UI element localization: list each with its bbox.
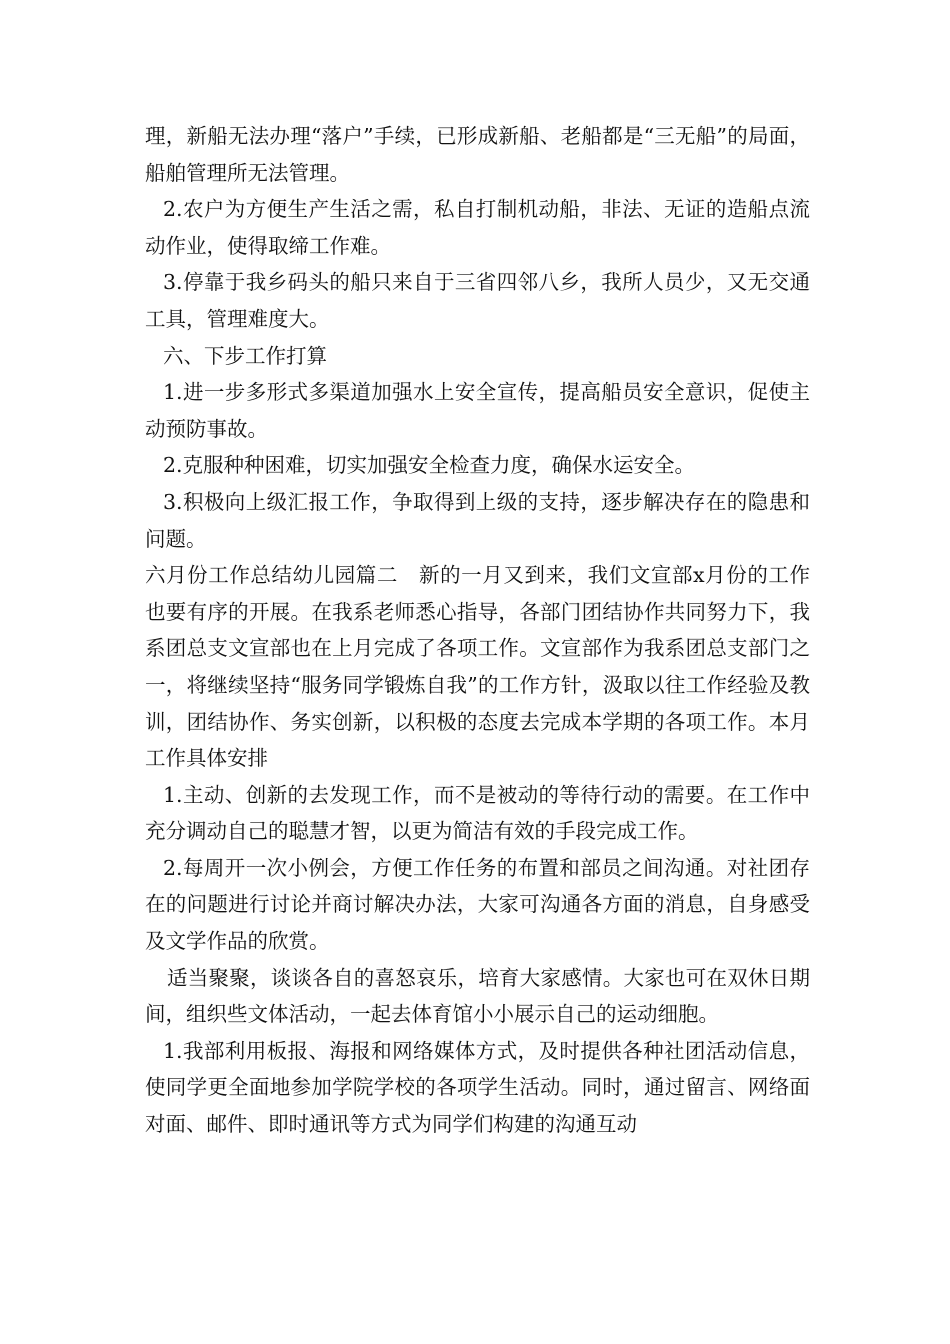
paragraph: 六月份工作总结幼儿园篇二 新的一月又到来，我们文宣部x月份的工作也要有序的开展。在我系老师悉心指导，各部门团结协作共同努力下，我系团总支文宣部也在上月完成了各项工作。文宣部作为我系团总支部门之一，将继续坚持“服务同学锻炼自我”的工作方针，汲取以往工作经验及教训，团结协作、务实创新，以积极的态度去完成本学期的各项工作。本月工作具体安排: [145, 563, 810, 771]
paragraph: 2.克服种种困难，切实加强安全检查力度，确保水运安全。: [163, 453, 696, 478]
paragraph: 1.进一步多形式多渠道加强水上安全宣传，提高船员安全意识，促使主动预防事故。: [145, 380, 810, 441]
document-page: [145, 118, 810, 1143]
paragraph: 3.积极向上级汇报工作，争取得到上级的支持，逐步解决存在的隐患和问题。: [145, 489, 810, 551]
paragraph: 3.停靠于我乡码头的船只来自于三省四邻八乡，我所人员少，又无交通工具，管理难度大。: [145, 270, 810, 331]
section-heading: 六、下步工作打算: [163, 343, 327, 368]
paragraph: 1.我部利用板报、海报和网络媒体方式，及时提供各种社团活动信息，使同学更全面地参加学院学校的各项学生活动。同时，通过留言、网络面对面、邮件、即时通讯等方式为同学们构建的沟通互动: [145, 1038, 810, 1137]
paragraph: 1.主动、创新的去发现工作，而不是被动的等待行动的需要。在工作中充分调动自己的聪慧才智，以更为简洁有效的手段完成工作。: [145, 782, 810, 844]
paragraph: 2.每周开一次小例会，方便工作任务的布置和部员之间沟通。对社团存在的问题进行讨论并商讨解决办法，大家可沟通各方面的消息，自身感受及文学作品的欣赏。: [145, 855, 810, 954]
paragraph: 2.农户为方便生产生活之需，私自打制机动船，非法、无证的造船点流动作业，使得取缔工作难。: [145, 197, 810, 258]
paragraph: 理，新船无法办理“落户”手续，已形成新船、老船都是“三无船”的局面，船舶管理所无法管理。: [145, 124, 810, 185]
paragraph: 适当聚聚，谈谈各自的喜怒哀乐，培育大家感情。大家也可在双休日期间，组织些文体活动，一起去体育馆小小展示自己的运动细胞。: [145, 965, 810, 1027]
